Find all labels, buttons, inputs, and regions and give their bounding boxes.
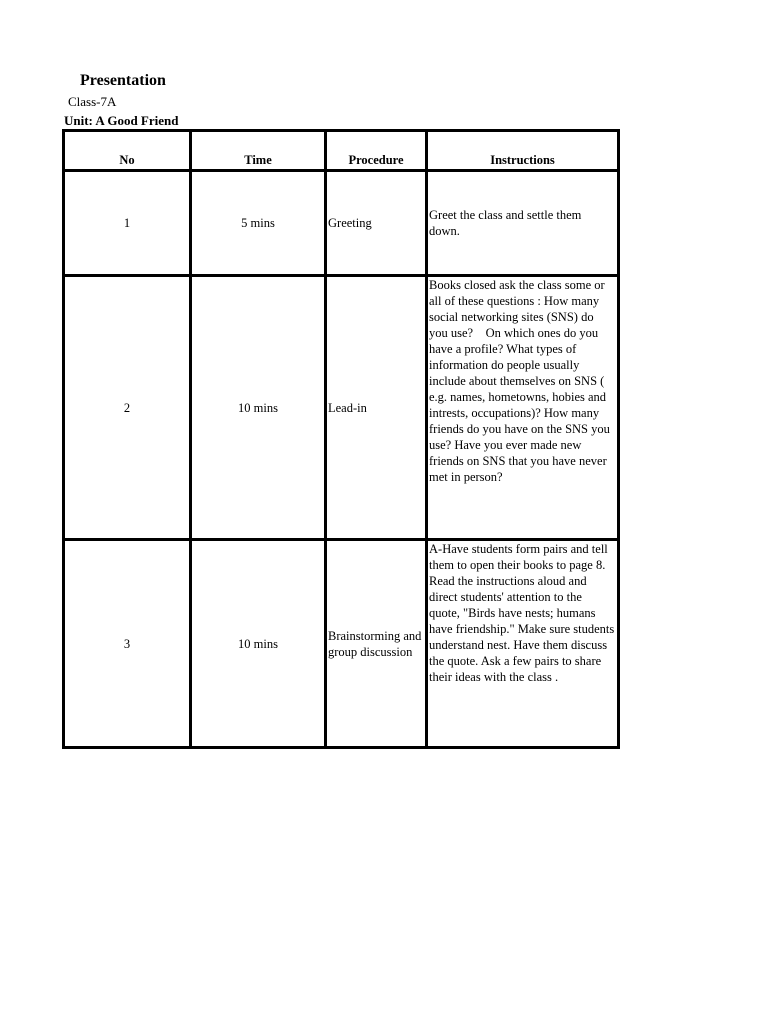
cell-instructions: A-Have students form pairs and tell them to open their books to page 8. Read the instructions aloud and direct students' attention to the quote, "Birds have nests; humans have friendship." Make sure students understand nest. Have them discuss the quote. Ask a few pairs to share their ideas with the class . [427, 540, 619, 748]
header-procedure: Procedure [326, 131, 427, 171]
header-no: No [64, 131, 191, 171]
cell-time: 5 mins [191, 171, 326, 276]
cell-instructions: Books closed ask the class some or all of these questions : How many social networking sites (SNS) do you use? On which ones do you have a profile? What types of information do people usually include about themselves on SNS ( e.g. names, hometowns, hobies and intrests, occupations)? How many friends do you have on the SNS you use? Have you ever made new friends on SNS that you have never met in person? [427, 276, 619, 540]
cell-time: 10 mins [191, 276, 326, 540]
cell-procedure: Greeting [326, 171, 427, 276]
table-row [64, 540, 619, 748]
cell-instructions: Greet the class and settle them down. [427, 171, 619, 276]
header-instructions: Instructions [427, 131, 619, 171]
table-row [64, 171, 619, 276]
header-time: Time [191, 131, 326, 171]
lesson-plan-table [62, 129, 620, 749]
class-label: Class-7A [68, 94, 117, 109]
table-row [64, 276, 619, 540]
cell-procedure: Lead-in [326, 276, 427, 540]
table-header-row [64, 131, 619, 171]
cell-no: 2 [64, 276, 191, 540]
cell-no: 1 [64, 171, 191, 276]
unit-label: Unit: A Good Friend [64, 113, 179, 128]
cell-no: 3 [64, 540, 191, 748]
document-title: Presentation [80, 72, 166, 89]
cell-procedure: Brainstorming and group discussion [326, 540, 427, 748]
cell-time: 10 mins [191, 540, 326, 748]
